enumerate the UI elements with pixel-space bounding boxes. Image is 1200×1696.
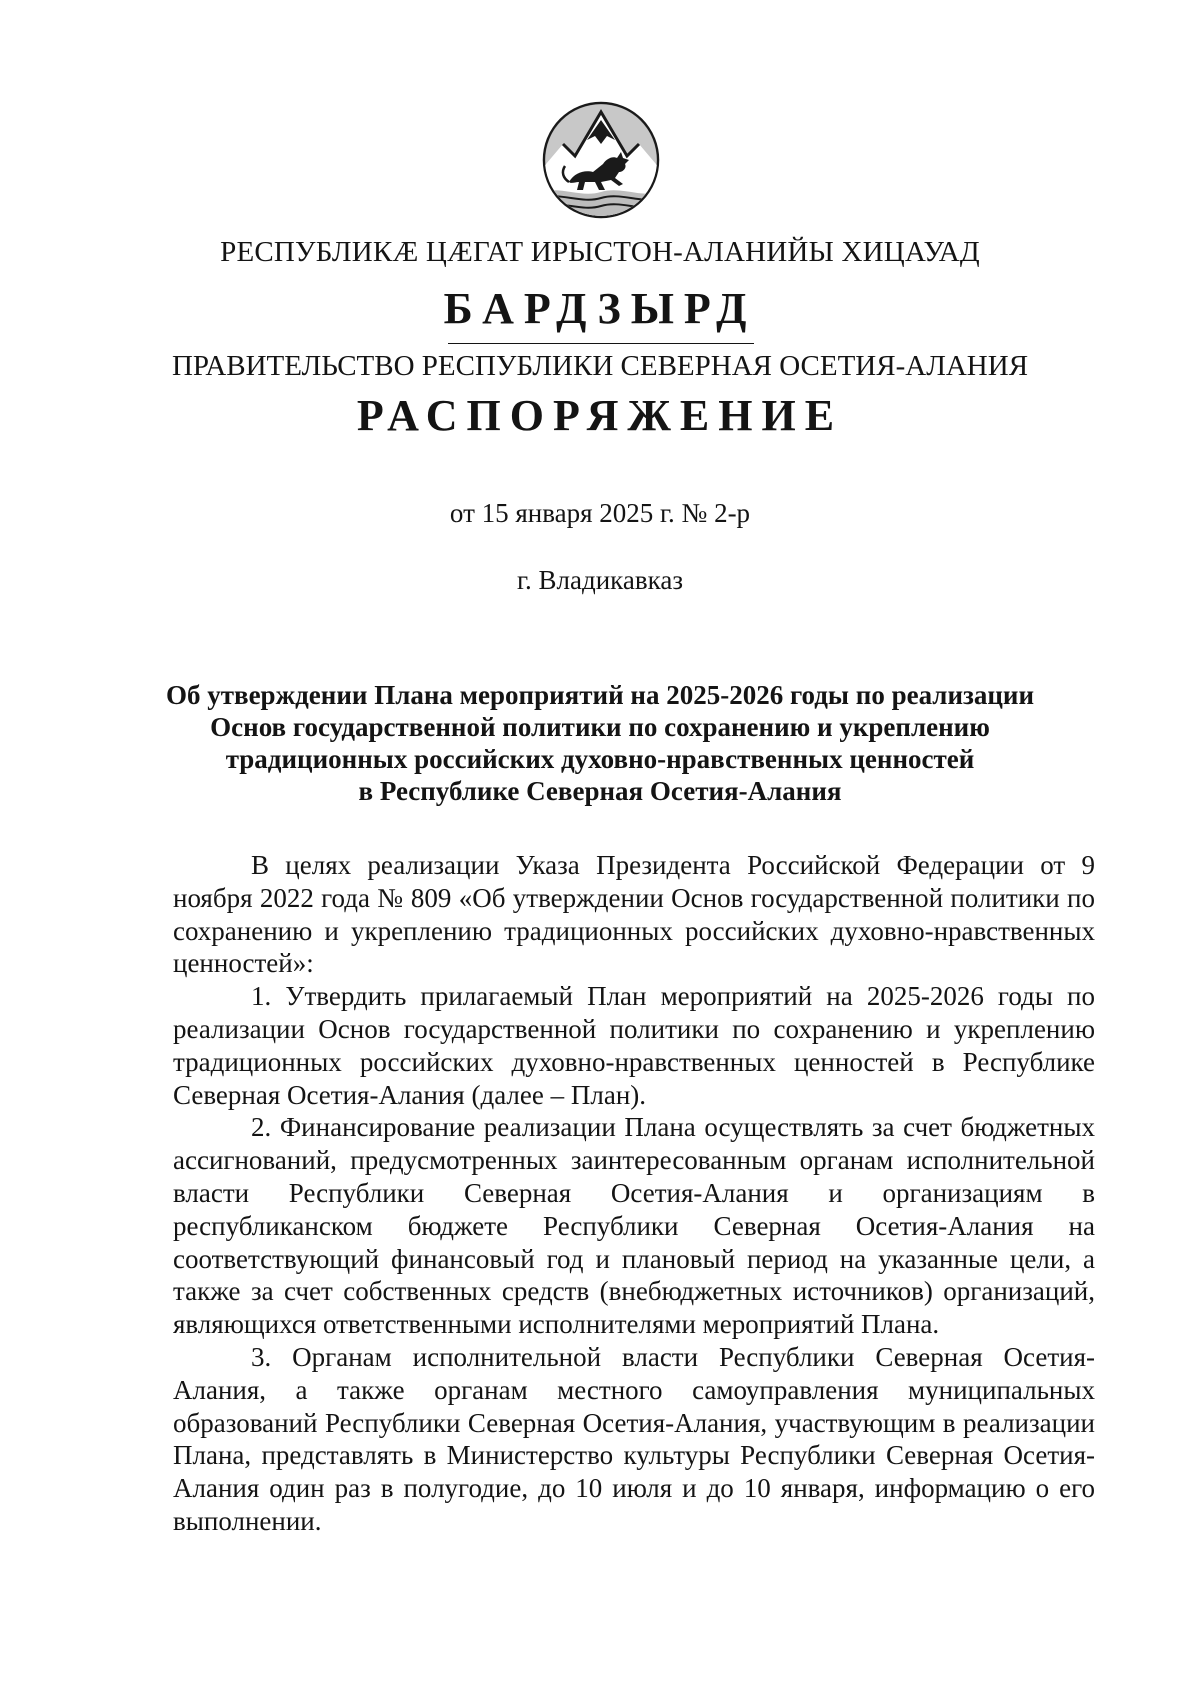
header-divider [448,343,754,344]
ossetian-authority-name: РЕСПУБЛИКӔ ЦӔГАТ ИРЫСТОН-АЛАНИЙЫ ХИЦАУАД [220,236,980,268]
clause-2-paragraph: 2. Финансирование реализации Плана осуществлять за счет бюджетных ассигнований, предусмотренных заинтересованным органам исполнительной власти Республики Северная Осетия-Алания и организациям в республиканском бюджете Республики Северная Осетия-Алания на соответствующий финансовый год и плановый период на указанные цели, а также за счет собственных средств (внебюджетных источников) организаций, являющихся ответственными исполнителями мероприятий Плана. [173,1112,1095,1340]
document-title [150,679,1050,807]
document-city: г. Владикавказ [517,565,683,595]
russian-document-type: РАСПОРЯЖЕНИЕ [356,391,844,440]
document-body [173,849,1095,1538]
title-line: в Республике Северная Осетия-Алания [358,776,842,806]
russian-authority-name: ПРАВИТЕЛЬСТВО РЕСПУБЛИКИ СЕВЕРНАЯ ОСЕТИЯ-АЛАНИЯ [171,350,1029,382]
clause-1-paragraph: 1. Утвердить прилагаемый План мероприятий на 2025-2026 годы по реализации Основ государственной политики по сохранению и укреплению традиционных российских духовно-нравственных ценностей в Республике Северная Осетия-Алания (далее – План). [173,981,1095,1110]
title-line: традиционных российских духовно-нравственных ценностей [225,744,975,774]
title-line: Основ государственной политики по сохранению и укреплению [210,712,990,742]
title-line: Об утверждении Плана мероприятий на 2025-2026 годы по реализации [165,680,1035,710]
coat-of-arms-icon [541,100,661,220]
document-date-number: от 15 января 2025 г. № 2-р [449,498,751,528]
clause-3-paragraph: 3. Органам исполнительной власти Республики Северная Осетия-Алания, а также органам местного самоуправления муниципальных образований Республики Северная Осетия-Алания, участвующим в реализации Плана, представлять в Министерство культуры Республики Северная Осетия-Алания один раз в полугодие, до 10 июля и до 10 января, информацию о его выполнении. [173,1341,1095,1536]
ossetian-document-type: БАРДЗЫРД [443,284,757,333]
preamble-paragraph: В целях реализации Указа Президента Российской Федерации от 9 ноября 2022 года № 809 «Об утверждении Основ государственной политики по сохранению и укреплению традиционных российских духовно-нравственных ценностей»: [173,850,1095,979]
